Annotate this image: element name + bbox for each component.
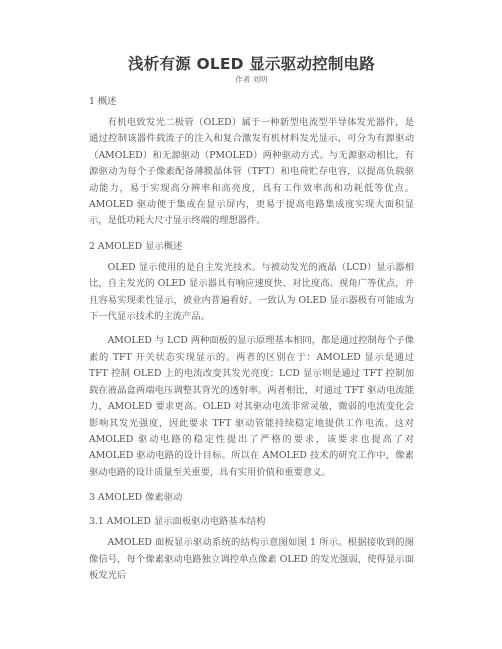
- paragraph-amoled-display-1: OLED 显示使用的是自主发光技术。与被动发光的液晶（LCD）显示器相比，自主发光的 OLED 显示器具有响应速度快、对比度高、视角广等优点，并且容易实现柔性显示，被业内普遍看好。一致认为 OLED 显示器极有可能成为下一代显示技术的主流产品。: [89, 261, 414, 323]
- paragraph-overview: 有机电致发光二极管（OLED）属于一种新型电流型半导体发光器件，是通过控制该器件载流子的注入和复合激发有机材料发光显示，可分为有源驱动（AMOLED）和无源驱动（PMOLED）两种驱动方式。与无源驱动相比，有源驱动为每个子像素配备薄膜晶体管（TFT）和电荷贮存电容，以提高负载驱动能力，易于实现高分辨率和高亮度，具有工作效率高和功耗低等优点。AMOLED 驱动便于集成在显示屏内，更易于提高电路集成度实现大面积显示，是低功耗大尺寸显示终端的理想器件。: [89, 117, 414, 227]
- document-title: 浅析有源 OLED 显示驱动控制电路: [128, 55, 375, 73]
- paragraph-drive-circuit-structure: AMOLED 面板显示驱动系统的结构示意图如图 1 所示。根据接收到的图像信号，每个像素驱动电路独立调控单点像素 OLED 的发光强弱，使得显示面板发光后: [89, 537, 414, 581]
- paragraph-amoled-display-2: AMOLED 与 LCD 两种面板的显示原理基本相同，都是通过控制每个子像素的 TFT 开关状态实现显示的。两者的区别在于：AMOLED 显示是通过 TFT 控制 OLED 上的电流改变其发光亮度；LCD 显示则是通过 TFT 控制加载在液晶盒两端电压调整其背光的透射率。两者相比，对通过 TFT 驱动电流能力，AMOLED 要求更高。OLED 对其驱动电流非常灵敏，微弱的电流变化会影响其发光强度，因此要求 TFT 驱动管能持续稳定地提供工作电流。这对 AMOLED 驱动电路的稳定性提出了严格的要求，该要求也提高了对 AMOLED 驱动电路的设计目标。所以在 AMOLED 技术的研究工作中，像素驱动电路的设计质量至关重要，具有实用价值和重要意义。: [89, 335, 414, 478]
- section-heading-amoled-display: 2 AMOLED 显示概述: [89, 240, 183, 252]
- section-heading-pixel-drive: 3 AMOLED 像素驱动: [89, 492, 183, 504]
- document-author: 作者 刘明: [235, 75, 268, 84]
- section-heading-overview: 1 概述: [89, 96, 117, 107]
- section-heading-drive-circuit-structure: 3.1 AMOLED 显示面板驱动电路基本结构: [89, 516, 266, 528]
